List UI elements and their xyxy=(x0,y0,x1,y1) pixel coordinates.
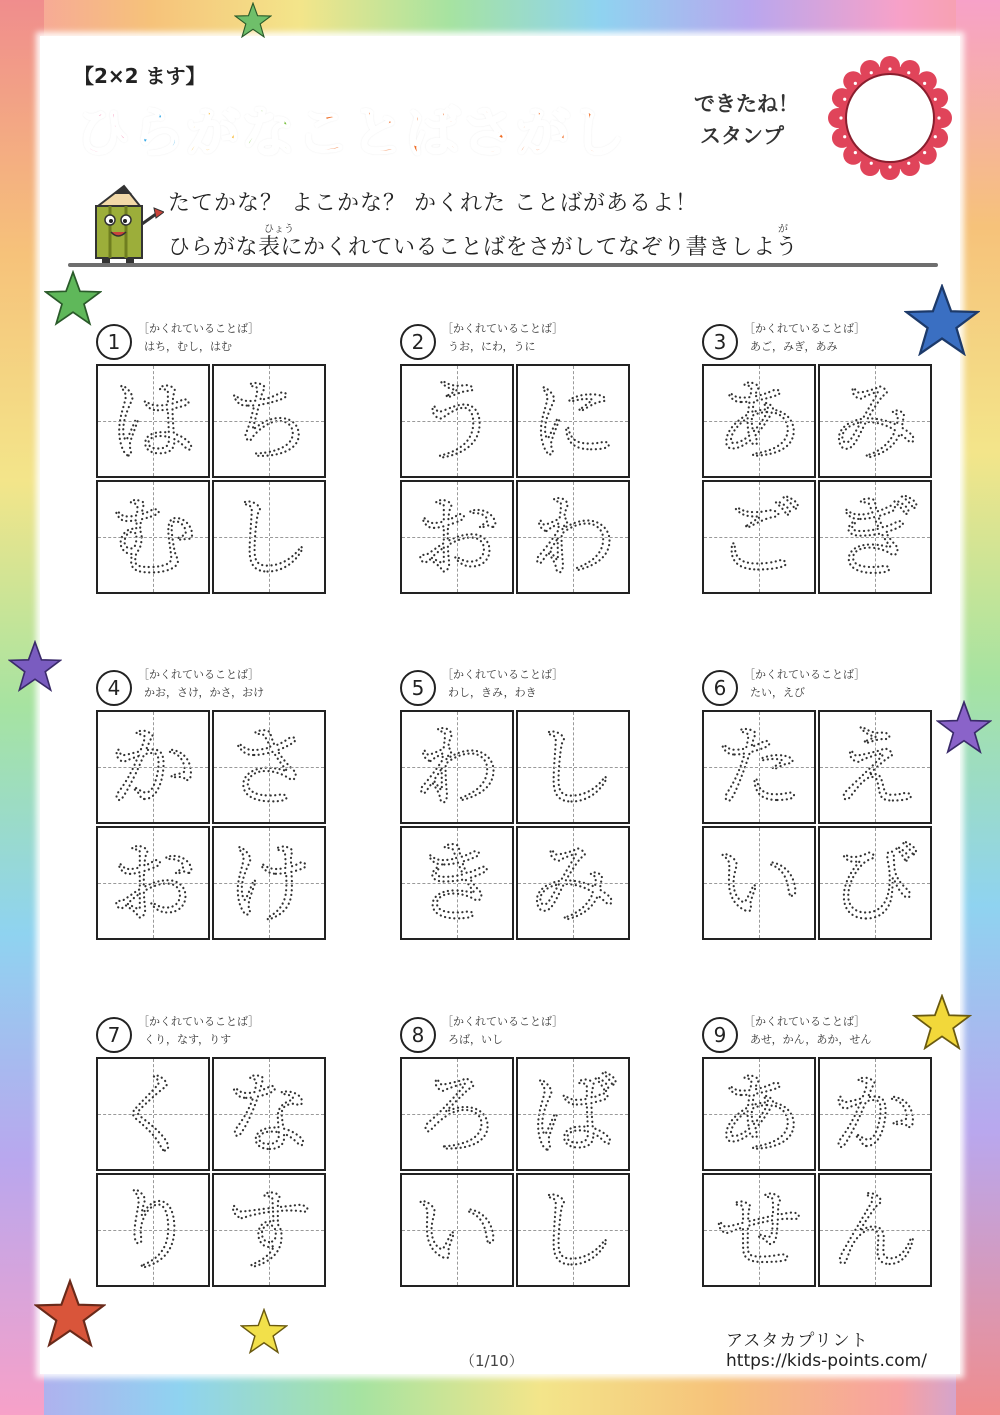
hidden-words-label: ［かくれていることば］ xyxy=(138,668,260,681)
trace-cell[interactable] xyxy=(516,1173,630,1287)
trace-character: は xyxy=(108,370,198,473)
hidden-words: あせ，かん，あか，せん xyxy=(750,1033,872,1046)
ruby-ga: が xyxy=(778,224,788,235)
puzzle-1 xyxy=(96,320,336,620)
brand-name: アスタカプリント xyxy=(726,1331,869,1351)
hidden-words: くり，なす，りす xyxy=(144,1033,232,1046)
trace-cell[interactable] xyxy=(212,1057,326,1171)
hiragana-grid xyxy=(702,364,934,596)
frame-left xyxy=(0,0,44,1415)
title-char: と xyxy=(351,101,406,164)
hidden-words: ろば，いし xyxy=(448,1033,503,1046)
yellow-star-icon-bottom xyxy=(240,1308,288,1354)
trace-cell[interactable] xyxy=(516,826,630,940)
title-char: ば xyxy=(406,101,461,164)
frame-bottom xyxy=(0,1373,1000,1415)
hiragana-grid xyxy=(400,1057,632,1289)
purple-star-icon xyxy=(8,640,62,692)
puzzle-8 xyxy=(400,1013,640,1313)
trace-character: お xyxy=(108,832,198,935)
puzzle-number: 4 xyxy=(96,670,132,706)
trace-character: な xyxy=(224,1063,314,1166)
title-char: が xyxy=(516,101,571,164)
title-char: な xyxy=(241,101,296,164)
trace-cell[interactable] xyxy=(96,826,210,940)
stamp-label xyxy=(694,88,824,152)
trace-cell[interactable] xyxy=(96,1173,210,1287)
trace-character: し xyxy=(528,716,618,819)
hidden-words-label: ［かくれていることば］ xyxy=(744,322,866,335)
trace-cell[interactable] xyxy=(96,480,210,594)
page-number: （1/10） xyxy=(460,1352,524,1370)
trace-cell[interactable] xyxy=(818,710,932,824)
title-char: こ xyxy=(296,101,351,164)
hiragana-grid xyxy=(96,364,328,596)
trace-cell[interactable] xyxy=(516,1057,630,1171)
green-star-icon xyxy=(44,270,102,326)
hidden-words-label: ［かくれていることば］ xyxy=(442,668,564,681)
trace-cell[interactable] xyxy=(96,710,210,824)
stamp-circle-icon[interactable] xyxy=(828,56,952,180)
puzzle-5 xyxy=(400,666,640,966)
hidden-words-label: ［かくれていることば］ xyxy=(442,322,564,335)
trace-character: む xyxy=(108,486,198,589)
hidden-words: わし，きみ，わき xyxy=(448,686,537,699)
hidden-words-label: ［かくれていることば］ xyxy=(138,1015,260,1028)
puzzle-2 xyxy=(400,320,640,620)
divider-line xyxy=(68,263,938,267)
hidden-words: うお，にわ，うに xyxy=(448,340,536,353)
puzzle-number: 1 xyxy=(96,324,132,360)
hidden-words-label: ［かくれていることば］ xyxy=(744,1015,866,1028)
trace-character: あ xyxy=(714,370,804,473)
trace-character: り xyxy=(108,1179,198,1282)
trace-character: い xyxy=(714,832,804,935)
stamp-label-line1: できたね！ xyxy=(694,92,799,116)
trace-cell[interactable] xyxy=(400,480,514,594)
trace-cell[interactable] xyxy=(818,364,932,478)
puzzle-9 xyxy=(702,1013,942,1313)
trace-character: わ xyxy=(412,716,502,819)
trace-character: く xyxy=(108,1063,198,1166)
title-char: さ xyxy=(461,101,516,164)
puzzle-number: 3 xyxy=(702,324,738,360)
grid-size-label: 【2×2 ます】 xyxy=(74,64,206,88)
puzzle-number: 8 xyxy=(400,1017,436,1053)
trace-character: み xyxy=(830,370,920,473)
hidden-words-label: ［かくれていることば］ xyxy=(442,1015,564,1028)
trace-cell[interactable] xyxy=(702,1057,816,1171)
hiragana-grid xyxy=(96,710,328,942)
puzzle-6 xyxy=(702,666,942,966)
hiragana-grid xyxy=(702,1057,934,1289)
trace-character: ご xyxy=(714,486,804,589)
hiragana-grid xyxy=(400,364,632,596)
purple-star-icon-right xyxy=(936,700,992,754)
instruction-line-1: たてかな？ よこかな？ かくれた ことばがあるよ！ xyxy=(168,191,698,216)
trace-cell[interactable] xyxy=(212,710,326,824)
trace-cell[interactable] xyxy=(212,1173,326,1287)
trace-character: う xyxy=(412,370,502,473)
trace-character: え xyxy=(830,716,920,819)
hidden-words: あご，みぎ，あみ xyxy=(750,340,838,353)
puzzle-number: 2 xyxy=(400,324,436,360)
trace-character: し xyxy=(224,486,314,589)
pencil-mascot-icon xyxy=(84,184,164,266)
hidden-words: たい，えび xyxy=(750,686,805,699)
trace-character: に xyxy=(528,370,618,473)
trace-character: ん xyxy=(830,1179,920,1282)
trace-cell[interactable] xyxy=(400,364,514,478)
hidden-words: かお，さけ，かさ，おけ xyxy=(144,686,265,699)
ruby-hyou: ひょう xyxy=(264,224,294,235)
trace-cell[interactable] xyxy=(702,480,816,594)
trace-character: あ xyxy=(714,1063,804,1166)
trace-cell[interactable] xyxy=(212,364,326,478)
trace-cell[interactable] xyxy=(212,480,326,594)
title-char: ひ xyxy=(76,101,131,164)
trace-character: お xyxy=(412,486,502,589)
title-char: ら xyxy=(131,101,186,164)
stamp-label-line2: スタンプ xyxy=(700,124,784,148)
trace-cell[interactable] xyxy=(818,1057,932,1171)
hidden-words: はち，むし，はむ xyxy=(144,340,232,353)
puzzle-3 xyxy=(702,320,942,620)
frame-top xyxy=(0,0,1000,40)
trace-character: せ xyxy=(714,1179,804,1282)
puzzle-4 xyxy=(96,666,336,966)
site-url[interactable]: https://kids-points.com/ xyxy=(726,1351,927,1371)
trace-cell[interactable] xyxy=(516,480,630,594)
puzzle-7 xyxy=(96,1013,336,1313)
trace-character: わ xyxy=(528,486,618,589)
trace-cell[interactable] xyxy=(702,710,816,824)
trace-character: し xyxy=(528,1179,618,1282)
trace-character: ろ xyxy=(412,1063,502,1166)
trace-character: け xyxy=(224,832,314,935)
hidden-words-label: ［かくれていることば］ xyxy=(138,322,260,335)
hidden-words-label: ［かくれていることば］ xyxy=(744,668,866,681)
puzzle-number: 6 xyxy=(702,670,738,706)
trace-character: び xyxy=(830,832,920,935)
trace-cell[interactable] xyxy=(400,1057,514,1171)
puzzle-number: 5 xyxy=(400,670,436,706)
trace-cell[interactable] xyxy=(702,364,816,478)
trace-character: さ xyxy=(224,716,314,819)
trace-character: ば xyxy=(528,1063,618,1166)
trace-character: す xyxy=(224,1179,314,1282)
trace-character: ぎ xyxy=(830,486,920,589)
trace-character: た xyxy=(714,716,804,819)
trace-cell[interactable] xyxy=(702,826,816,940)
trace-cell[interactable] xyxy=(400,1173,514,1287)
page-title xyxy=(76,90,626,167)
trace-cell[interactable] xyxy=(96,364,210,478)
puzzle-number: 7 xyxy=(96,1017,132,1053)
title-char: し xyxy=(571,101,626,164)
trace-cell[interactable] xyxy=(818,480,932,594)
instruction-line-2: ひらがな表にかくれていることばをさがしてなぞり書きしよう xyxy=(168,235,799,260)
trace-character: か xyxy=(830,1063,920,1166)
puzzle-number: 9 xyxy=(702,1017,738,1053)
hiragana-grid xyxy=(96,1057,328,1289)
trace-character: か xyxy=(108,716,198,819)
hiragana-grid xyxy=(400,710,632,942)
trace-cell[interactable] xyxy=(702,1173,816,1287)
trace-cell[interactable] xyxy=(400,826,514,940)
trace-cell[interactable] xyxy=(818,1173,932,1287)
trace-cell[interactable] xyxy=(400,710,514,824)
top-star-icon xyxy=(234,2,272,38)
title-char: が xyxy=(186,101,241,164)
trace-cell[interactable] xyxy=(818,826,932,940)
trace-cell[interactable] xyxy=(516,710,630,824)
trace-character: い xyxy=(412,1179,502,1282)
trace-character: み xyxy=(528,832,618,935)
trace-cell[interactable] xyxy=(516,364,630,478)
trace-character: ち xyxy=(224,370,314,473)
hiragana-grid xyxy=(702,710,934,942)
trace-character: き xyxy=(412,832,502,935)
trace-cell[interactable] xyxy=(96,1057,210,1171)
trace-cell[interactable] xyxy=(212,826,326,940)
